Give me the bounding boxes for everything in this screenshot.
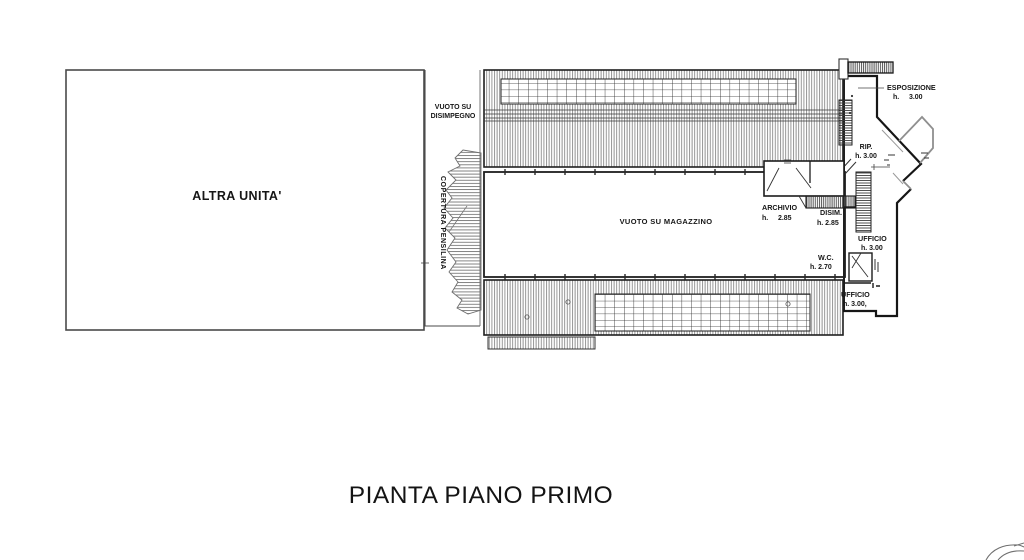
altra-unita-label: ALTRA UNITA' — [192, 189, 282, 203]
vuoto-disimpegno-line1: VUOTO SU — [434, 104, 472, 111]
bay-notch — [903, 181, 911, 189]
stamp-fragment — [986, 543, 1024, 560]
point-mark — [851, 95, 853, 97]
disim-corridor — [806, 196, 855, 208]
disim-height: h. 2.85 — [817, 220, 839, 227]
rip-height: h. 3.00 — [855, 153, 877, 160]
stamp-arc-inner — [998, 551, 1024, 560]
office-divider-wall — [844, 283, 880, 288]
ufficio-nord-height: h. 3.00 — [861, 245, 883, 252]
pensilina-hatch — [444, 150, 481, 314]
drawing-title: PIANTA PIANO PRIMO — [348, 482, 614, 509]
skylight-top-grid — [501, 79, 796, 104]
stamp-arc-outer — [986, 545, 1024, 560]
roof-band-bottom — [484, 280, 843, 349]
step-dashes — [884, 153, 929, 165]
ufficio-sud-label: UFFICIO — [841, 290, 870, 299]
glazing-lines — [882, 130, 903, 184]
eave-strip — [488, 337, 595, 349]
vuoto-magazzino-label: VUOTO SU MAGAZZINO — [619, 217, 713, 226]
roof-band-top — [484, 70, 843, 167]
ufficio-nord-label: UFFICIO — [858, 234, 887, 243]
altra-unita-block — [66, 70, 424, 330]
rip-label: RIP. — [859, 144, 873, 151]
disim-label: DISIM. — [820, 208, 842, 217]
ufficio-sud-height: h. 3.00, — [843, 301, 867, 308]
archivio-label: ARCHIVIO — [762, 203, 798, 212]
bay-window-outline — [899, 117, 933, 163]
copertura-pensilina-label: COPERTURA PENSILINA — [439, 176, 446, 270]
wc-jamb-ticks — [875, 259, 878, 272]
stair-main — [856, 172, 871, 232]
top-wall-section — [848, 62, 893, 73]
esposizione-label: ESPOSIZIONE — [887, 83, 936, 92]
copertura-pensilina-shape — [439, 150, 481, 314]
wc-height: h. 2.70 — [810, 264, 832, 271]
wc-label: W.C. — [818, 253, 834, 262]
point-mark — [849, 112, 851, 114]
vuoto-disimpegno-line2: DISIMPEGNO — [430, 113, 476, 120]
skylight-bottom-grid — [595, 294, 810, 331]
stair-upper — [839, 100, 852, 145]
wall-pier — [839, 59, 848, 79]
esposizione-height: h. 3.00 — [893, 94, 923, 101]
archivio-height: h. 2.85 — [762, 215, 792, 222]
